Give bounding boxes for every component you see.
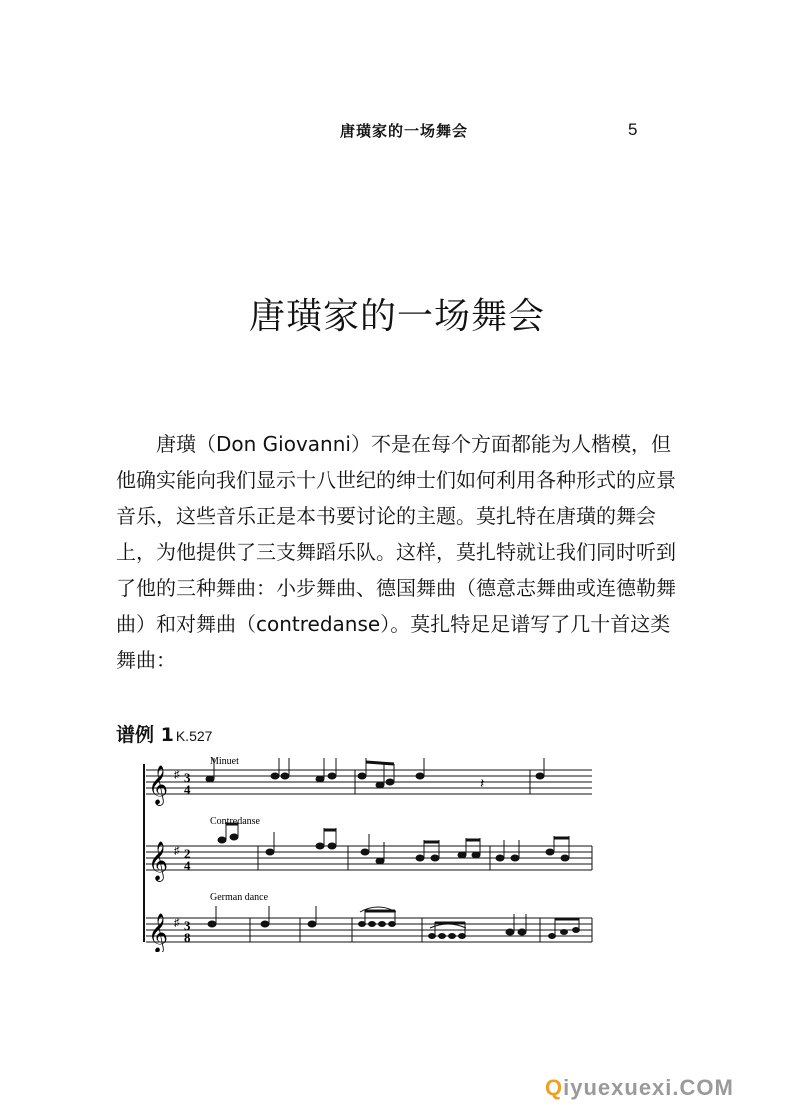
time-sig-bottom: 4 — [184, 782, 191, 797]
staff-contredanse — [146, 816, 592, 882]
time-sig-top: 2 — [184, 846, 191, 861]
watermark-text: iyuexuexi.COM — [563, 1075, 734, 1100]
rest: 𝄽 — [480, 777, 485, 792]
example-number: 谱例 1 — [116, 724, 174, 746]
treble-clef: 𝄞 — [148, 843, 169, 880]
body-text — [116, 426, 676, 678]
time-sig-bottom: 8 — [184, 930, 191, 945]
notes — [206, 758, 544, 788]
staff-minuet — [146, 756, 592, 806]
key-signature-sharp: ♯ — [174, 917, 180, 929]
time-sig-top: 3 — [184, 770, 191, 785]
key-signature-sharp: ♯ — [174, 845, 180, 857]
treble-clef: 𝄞 — [148, 915, 169, 952]
key-signature-sharp: ♯ — [174, 769, 180, 781]
watermark-q: Q — [545, 1075, 564, 1100]
staff-german-dance — [146, 892, 592, 952]
example-label — [116, 720, 212, 747]
running-head-title: 唐璜家的一场舞会 — [340, 122, 469, 140]
body-paragraph: 唐璜（Don Giovanni）不是在每个方面都能为人楷模，但他确实能向我们显示十八世纪的绅士们如何利用各种形式的应景音乐，这些音乐正是本书要讨论的主题。莫扎特在唐璜的舞会上，为他提供了三支舞蹈乐队。这样，莫扎特就让我们同时听到了他的三种舞曲：小步舞曲、德国舞曲（德意志舞曲或连德勒舞曲）和对舞曲（contredanse）。莫扎特足足谱写了几十首这类舞曲： — [116, 432, 676, 672]
site-watermark — [545, 1075, 734, 1101]
time-sig-top: 3 — [184, 918, 191, 933]
staff-label-german-dance: German dance — [210, 892, 269, 903]
staff-label-minuet: Minuet — [210, 756, 239, 767]
staff-lines — [146, 770, 592, 794]
page-number: 5 — [628, 120, 638, 139]
music-score — [140, 752, 610, 952]
staff-label-contredanse: Contredanse — [210, 816, 260, 827]
chapter-title: 唐璜家的一场舞会 — [248, 296, 545, 337]
example-catalog: K.527 — [175, 728, 213, 744]
time-sig-bottom: 4 — [184, 858, 191, 873]
treble-clef: 𝄞 — [148, 767, 169, 804]
